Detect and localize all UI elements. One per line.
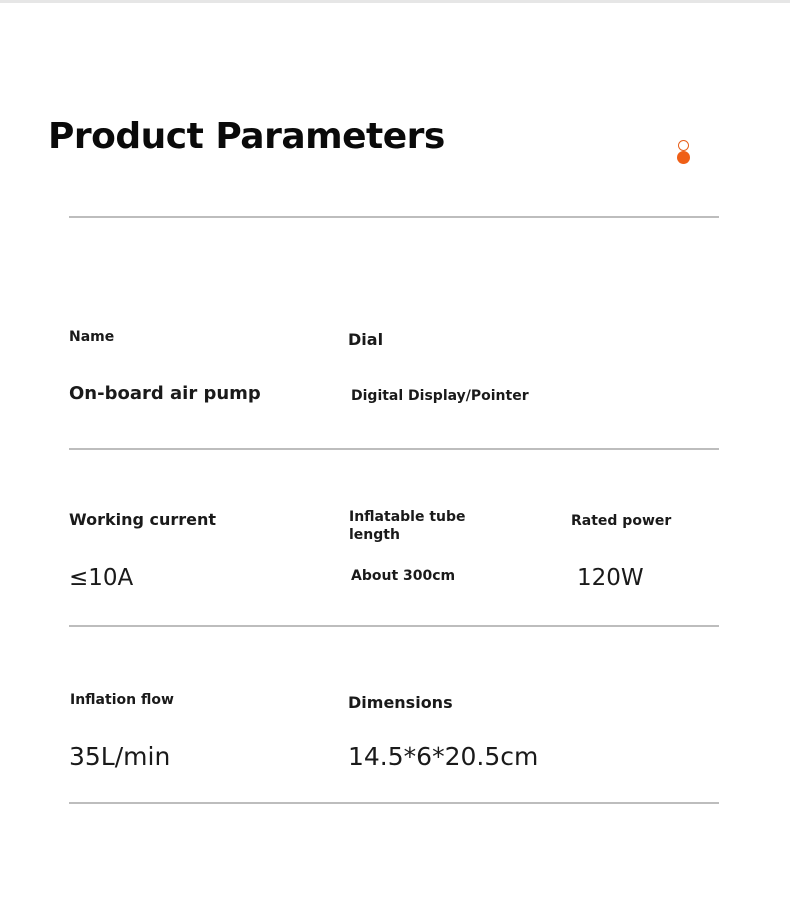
param-label-dial: Dial — [348, 330, 384, 349]
param-label-tube-length-line1: Inflatable tube — [349, 509, 466, 525]
param-value-rated-power: 120W — [577, 565, 644, 591]
row-divider — [69, 802, 719, 804]
top-rule — [0, 0, 790, 3]
param-label-tube-length-line2: length — [349, 527, 400, 543]
title-divider — [69, 216, 719, 218]
row-divider — [69, 448, 719, 450]
param-label-inflation-flow: Inflation flow — [70, 692, 174, 708]
param-value-working-current: ≤10A — [69, 565, 134, 591]
param-value-tube-length: About 300cm — [351, 568, 456, 584]
param-label-tube-length — [349, 508, 466, 544]
filled-dot-icon — [677, 151, 690, 164]
page-title: Product Parameters — [48, 116, 445, 157]
param-label-dimensions: Dimensions — [348, 693, 453, 712]
param-value-name: On-board air pump — [69, 383, 261, 404]
ring-dot-icon — [678, 140, 689, 151]
param-label-name: Name — [69, 329, 115, 345]
param-value-inflation-flow: 35L/min — [69, 742, 171, 771]
param-label-rated-power: Rated power — [571, 513, 672, 529]
param-label-working-current: Working current — [69, 510, 217, 529]
param-value-dial: Digital Display/Pointer — [351, 388, 529, 404]
row-divider — [69, 625, 719, 627]
decorative-dots-icon — [676, 140, 692, 166]
param-value-dimensions: 14.5*6*20.5cm — [348, 742, 539, 771]
